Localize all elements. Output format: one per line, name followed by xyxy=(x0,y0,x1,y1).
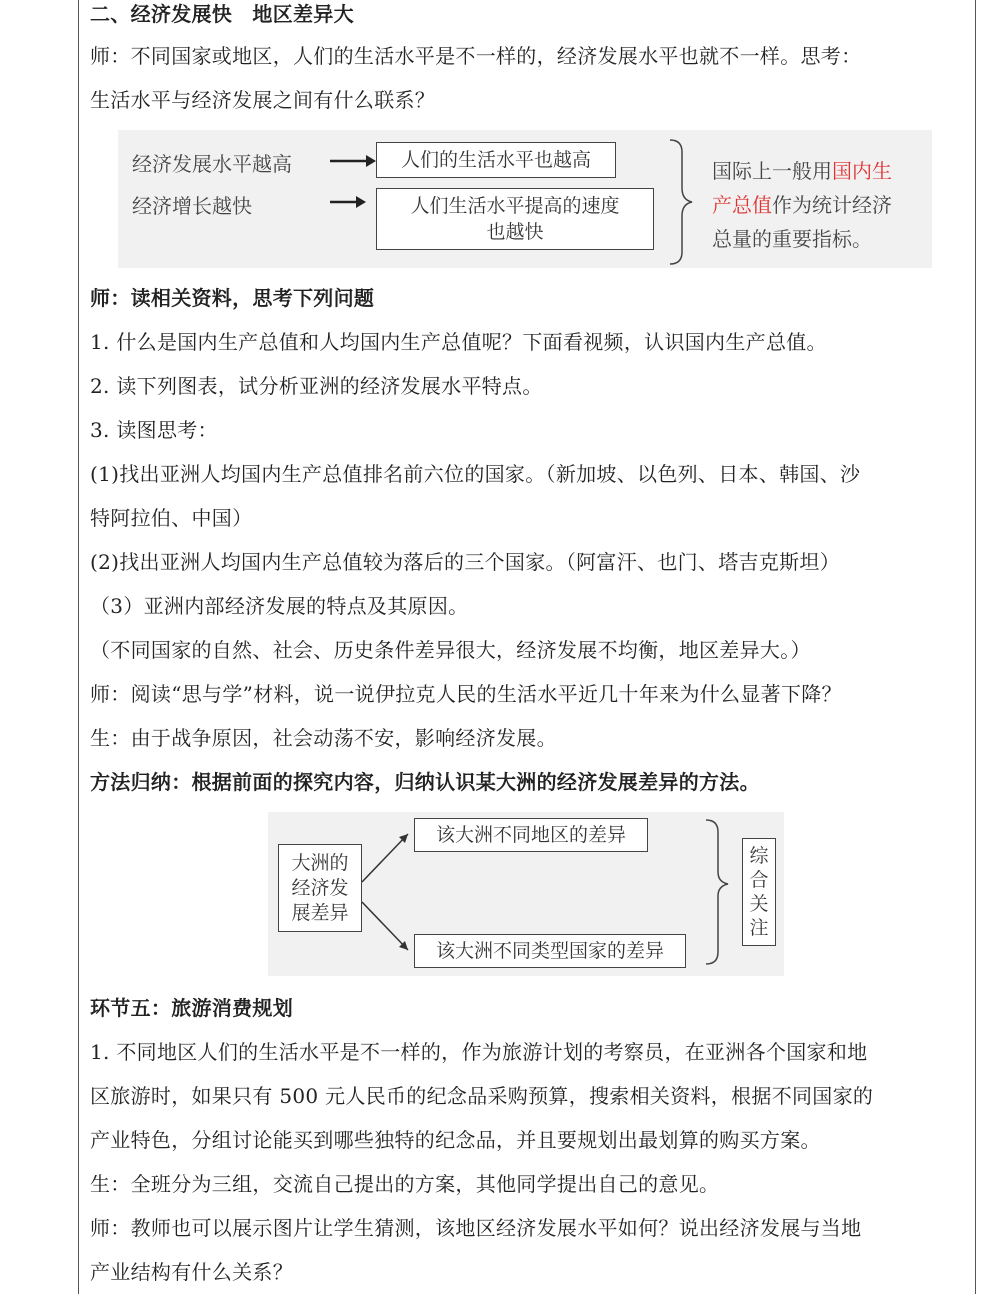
teacher-iraq-question: 师：阅读“思与学”材料，说一说伊拉克人民的生活水平近几十年来为什么显著下降？ xyxy=(90,682,842,706)
teacher-section-5-line-2: 产业结构有什么关系？ xyxy=(90,1260,293,1284)
economy-living-diagram xyxy=(118,130,932,268)
arrow-up-icon xyxy=(362,834,408,882)
question-3: 3. 读图思考： xyxy=(90,418,218,442)
diagram2-left-line2: 经济发 xyxy=(291,876,349,899)
teacher-section-5-line-1: 师：教师也可以展示图片让学生猜测，该地区经济发展水平如何？说出经济发展与当地 xyxy=(90,1216,862,1240)
teacher-question-line-2: 生活水平与经济发展之间有什么联系？ xyxy=(90,88,436,112)
brace-icon xyxy=(706,820,728,964)
note-post-1: 作为统计经济 xyxy=(772,193,892,217)
section-5-heading: 环节五：旅游消费规划 xyxy=(90,996,293,1020)
student-section-5: 生：全班分为三组，交流自己提出的方案，其他同学提出自己的意见。 xyxy=(90,1172,720,1196)
diagram2-left-line1: 大洲的 xyxy=(291,851,349,874)
arrow-bottom-icon xyxy=(330,196,366,208)
note-pre: 国际上一般用 xyxy=(712,159,832,183)
teacher-question-line-1: 师：不同国家或地区，人们的生活水平是不一样的，经济发展水平也就不一样。思考： xyxy=(90,44,862,68)
diagram1-box-bottom-line2: 也越快 xyxy=(486,221,544,243)
diagram2-right-char-1: 综 xyxy=(749,845,769,867)
method-summary: 方法归纳：根据前面的探究内容，归纳认识某大洲的经济发展差异的方法。 xyxy=(90,770,760,794)
section-5-para-line-3: 产业特色，分组讨论能买到哪些独特的纪念品，并且要规划出最划算的购买方案。 xyxy=(90,1128,821,1152)
note-red-2: 产总值 xyxy=(712,193,772,217)
question-3-2: (2)找出亚洲人均国内生产总值较为落后的三个国家。（阿富汗、也门、塔吉克斯坦） xyxy=(90,550,841,574)
diagram2-right-char-2: 合 xyxy=(749,869,769,891)
diagram1-left-bottom: 经济增长越快 xyxy=(132,194,252,218)
section-5-para-line-2: 区旅游时，如果只有 500 元人民币的纪念品采购预算，搜索相关资料，根据不同国家的 xyxy=(90,1084,874,1108)
question-1: 1. 什么是国内生产总值和人均国内生产总值呢？下面看视频，认识国内生产总值。 xyxy=(90,330,827,354)
note-post-2: 总量的重要指标。 xyxy=(712,227,872,251)
brace-icon xyxy=(670,140,692,264)
question-2: 2. 读下列图表，试分析亚洲的经济发展水平特点。 xyxy=(90,374,543,398)
diagram2-right-box xyxy=(742,838,776,946)
section-5-para-line-1: 1. 不同地区人们的生活水平是不一样的，作为旅游计划的考察员，在亚洲各个国家和地 xyxy=(90,1040,868,1064)
question-3-1-line-2: 特阿拉伯、中国） xyxy=(90,506,253,530)
diagram1-box-top: 人们的生活水平也越高 xyxy=(376,142,616,178)
arrow-top-icon xyxy=(330,155,376,167)
diagram1-box-bottom-line1: 人们生活水平提高的速度 xyxy=(410,195,620,217)
question-3-1-line-1: (1)找出亚洲人均国内生产总值排名前六位的国家。（新加坡、以色列、日本、韩国、沙 xyxy=(90,462,861,486)
section-title: 二、经济发展快 地区差异大 xyxy=(90,2,354,26)
diagram1-left-top: 经济发展水平越高 xyxy=(132,152,292,176)
teacher-read-heading: 师：读相关资料，思考下列问题 xyxy=(90,286,375,310)
diagram1-box-bottom xyxy=(376,188,654,250)
question-3-3: （3）亚洲内部经济发展的特点及其原因。 xyxy=(90,594,469,618)
arrow-down-icon xyxy=(362,902,408,950)
method-diagram xyxy=(268,812,784,976)
question-3-3-answer: （不同国家的自然、社会、历史条件差异很大，经济发展不均衡，地区差异大。） xyxy=(90,638,811,662)
diagram2-right-char-4: 注 xyxy=(749,917,769,939)
student-iraq-answer: 生：由于战争原因，社会动荡不安，影响经济发展。 xyxy=(90,726,557,750)
diagram2-top-box: 该大洲不同地区的差异 xyxy=(414,818,648,852)
diagram1-note xyxy=(712,154,892,256)
diagram2-right-char-3: 关 xyxy=(749,893,769,915)
diagram2-bottom-box: 该大洲不同类型国家的差异 xyxy=(414,934,686,968)
diagram2-left-line3: 展差异 xyxy=(291,901,349,924)
note-red-1: 国内生 xyxy=(832,159,892,183)
